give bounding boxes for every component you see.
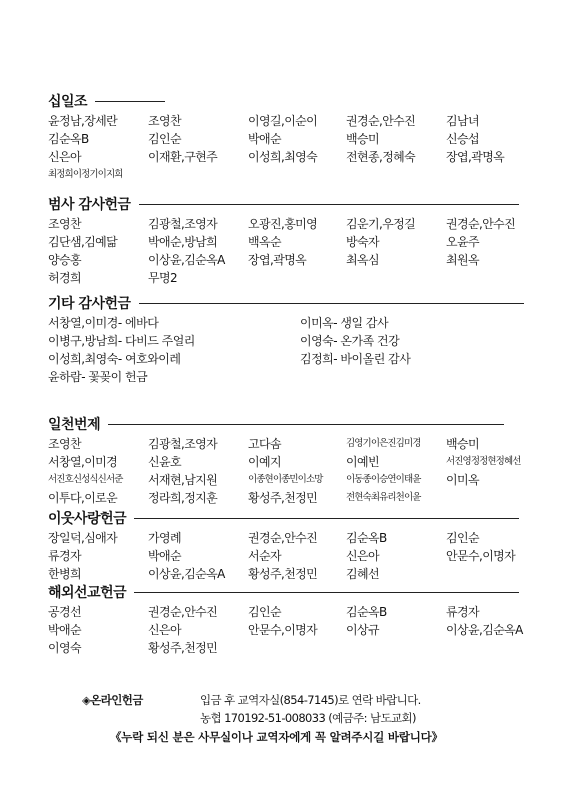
name-cell: 이미옥 (446, 473, 479, 487)
heading-rule (134, 518, 519, 519)
name-cell: 박애순 (248, 132, 281, 146)
name-cell: 황성주,천정민 (248, 567, 318, 581)
name-cell: 김광철,조영자 (148, 437, 218, 451)
name-cell: 공경선 (48, 605, 81, 619)
thanks-list (48, 314, 524, 386)
name-cell: 윤정남,장세란 (48, 114, 118, 128)
section-tithe (48, 90, 556, 184)
name-cell: 최정희이정기이지희 (48, 169, 123, 180)
name-cell: 서순자 (248, 549, 281, 563)
name-cell: 이예지 (248, 455, 281, 469)
name-cell: 조영찬 (48, 217, 81, 231)
online-offering-label: ◈온라인헌금 (82, 693, 143, 707)
thanks-item: 이미옥- 생일 감사 (300, 316, 389, 330)
name-cell: 황성주,천정민 (248, 491, 318, 505)
heading-rule (139, 303, 524, 304)
name-cell: 서창열,이미경 (48, 455, 118, 469)
name-cell: 김순옥B (346, 605, 387, 619)
name-cell: 신윤호 (148, 455, 181, 469)
name-cell: 장엽,곽명옥 (446, 150, 505, 164)
name-cell: 이동종이승연이태윤 (346, 474, 421, 485)
name-cell: 박애순 (148, 549, 181, 563)
name-cell: 이성희,최영숙 (248, 150, 318, 164)
name-cell: 가영례 (148, 531, 181, 545)
thanks-item: 서창열,이미경- 에바다 (48, 316, 159, 330)
name-cell: 이투다,이로운 (48, 491, 118, 505)
name-grid (48, 215, 556, 287)
name-cell: 류경자 (446, 605, 479, 619)
name-cell: 조영찬 (148, 114, 181, 128)
name-cell: 이상윤,김순옥A (148, 253, 225, 267)
name-cell: 김운기,우정길 (346, 217, 416, 231)
section-thanks-other (48, 292, 524, 386)
name-cell: 이예빈 (346, 455, 379, 469)
section-heading (48, 413, 556, 435)
name-cell: 서재현,남지원 (148, 473, 218, 487)
name-cell: 김인순 (248, 605, 281, 619)
section-title: 범사 감사헌금 (48, 197, 131, 213)
name-cell: 이영숙 (48, 641, 81, 655)
name-cell: 조영찬 (48, 437, 81, 451)
name-cell: 신은아 (48, 150, 81, 164)
name-cell: 김남녀 (446, 114, 479, 128)
name-cell: 전현종,정혜숙 (346, 150, 416, 164)
name-cell: 이종현이종민이소망 (248, 474, 323, 485)
name-cell: 신은아 (346, 549, 379, 563)
section-overseas-mission (48, 581, 556, 657)
name-cell: 장일덕,심애자 (48, 531, 118, 545)
name-cell: 이상윤,김순옥A (148, 567, 225, 581)
name-cell: 최원옥 (446, 253, 479, 267)
name-cell: 장엽,곽명옥 (248, 253, 307, 267)
heading-rule (134, 592, 519, 593)
name-cell: 김광철,조영자 (148, 217, 218, 231)
name-cell: 이상윤,김순옥A (446, 623, 523, 637)
name-cell: 류경자 (48, 549, 81, 563)
name-cell: 양승홍 (48, 253, 81, 267)
name-cell: 안문수,이명자 (446, 549, 516, 563)
name-cell: 허경희 (48, 271, 81, 285)
name-cell: 이영길,이순이 (248, 114, 318, 128)
name-cell: 오윤주 (446, 235, 479, 249)
name-grid (48, 112, 556, 184)
name-cell: 황성주,천정민 (148, 641, 218, 655)
name-cell: 김순옥B (48, 132, 89, 146)
name-cell: 신은아 (148, 623, 181, 637)
section-heading (48, 507, 556, 529)
name-cell: 정라희,정지훈 (148, 491, 218, 505)
section-heading (48, 193, 556, 215)
name-cell: 무명2 (148, 271, 178, 285)
thanks-item: 김정희- 바이올린 감사 (300, 352, 411, 366)
name-cell: 김영기이은진김미경 (346, 438, 421, 449)
name-cell: 권경순,안수진 (148, 605, 218, 619)
name-cell: 오광진,홍미영 (248, 217, 318, 231)
name-cell: 한병희 (48, 567, 81, 581)
thanks-item: 이병구,방남희- 다비드 주얼리 (48, 334, 195, 348)
section-title: 일천번제 (48, 417, 101, 433)
section-title: 십일조 (48, 94, 88, 110)
section-neighbor-love (48, 507, 556, 583)
name-cell: 김인순 (148, 132, 181, 146)
name-cell: 백승미 (346, 132, 379, 146)
bank-account-text: 농협 170192-51-008033 (예금주: 남도교회) (200, 711, 416, 725)
name-cell: 이재환,구현주 (148, 150, 218, 164)
thanks-item: 이성희,최영숙- 여호와이레 (48, 352, 181, 366)
name-cell: 권경순,안수진 (248, 531, 318, 545)
section-thanks-general (48, 193, 556, 287)
section-title: 해외선교헌금 (48, 585, 127, 601)
name-cell: 백옥순 (248, 235, 281, 249)
name-cell: 박애순 (48, 623, 81, 637)
section-title: 이웃사랑헌금 (48, 511, 127, 527)
contact-text: 입금 후 교역자실(854-7145)로 연락 바랍니다. (200, 693, 421, 707)
name-cell: 김인순 (446, 531, 479, 545)
section-title: 기타 감사헌금 (48, 296, 131, 312)
section-heading (48, 90, 556, 112)
name-cell: 서진영정정현정혜선 (446, 456, 521, 467)
name-cell: 신승섭 (446, 132, 479, 146)
section-thousand-offering (48, 413, 556, 507)
name-cell: 안문수,이명자 (248, 623, 318, 637)
name-cell: 김단샘,김예닮 (48, 235, 118, 249)
name-cell: 김순옥B (346, 531, 387, 545)
heading-rule (139, 204, 519, 205)
heading-rule (95, 101, 165, 102)
name-cell: 박애순,방남희 (148, 235, 218, 249)
name-cell: 권경순,안수진 (446, 217, 516, 231)
name-cell: 최옥심 (346, 253, 379, 267)
name-cell: 전현숙최유리천이윤 (346, 492, 421, 503)
name-grid (48, 435, 556, 507)
name-grid (48, 603, 556, 657)
omission-notice: 《누락 되신 분은 사무실이나 교역자에게 꼭 알려주시길 바랍니다》 (110, 730, 443, 744)
heading-rule (108, 424, 504, 425)
name-cell: 권경순,안수진 (346, 114, 416, 128)
section-heading (48, 292, 524, 314)
name-cell: 방숙자 (346, 235, 379, 249)
name-cell: 백승미 (446, 437, 479, 451)
name-cell: 김혜선 (346, 567, 379, 581)
thanks-item: 이영숙- 온가족 건강 (300, 334, 400, 348)
name-grid (48, 529, 556, 583)
name-cell: 서진호신성식신서준 (48, 474, 123, 485)
name-cell: 이상규 (346, 623, 379, 637)
thanks-item: 윤하람- 꽃꽂이 헌금 (48, 370, 148, 384)
name-cell: 고다솜 (248, 437, 281, 451)
section-heading (48, 581, 556, 603)
